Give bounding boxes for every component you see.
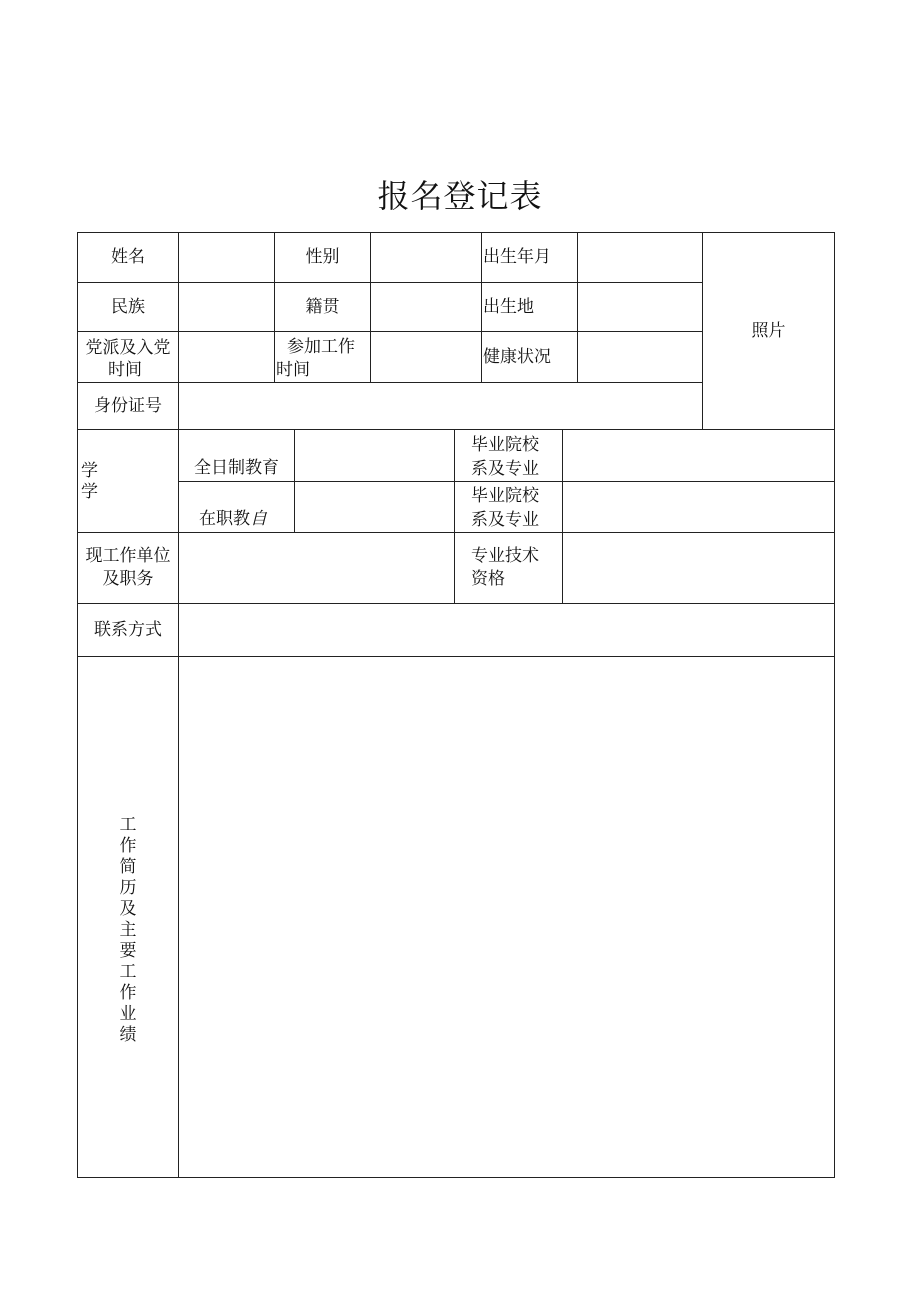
- label-name: 姓名: [111, 247, 145, 267]
- table-border-bottom: [77, 1177, 835, 1178]
- col-divider: [454, 429, 455, 532]
- resume-char: 主: [119, 920, 137, 940]
- label-party-line1: 党派及入党: [85, 338, 171, 358]
- form-title: 报名登记表: [377, 177, 543, 215]
- table-border-right: [834, 232, 835, 1178]
- label-school-major2-line2: 系及专业: [471, 510, 539, 530]
- resume-char: 作: [119, 836, 137, 856]
- label-school-major-line1: 毕业院校: [471, 435, 539, 455]
- label-id-number: 身份证号: [94, 396, 162, 416]
- resume-char: 作: [119, 983, 137, 1003]
- fulltime-edu-field[interactable]: [295, 430, 454, 481]
- label-health: 健康状况: [483, 347, 551, 367]
- id-number-field[interactable]: [179, 383, 702, 429]
- col-divider: [481, 232, 482, 382]
- label-title-qual-line2: 资格: [471, 569, 505, 589]
- label-employer-line2: 及职务: [102, 569, 154, 589]
- resume-char: 要: [119, 941, 137, 961]
- resume-char: 历: [119, 878, 137, 898]
- contact-field[interactable]: [179, 604, 834, 656]
- native-place-field[interactable]: [371, 283, 481, 331]
- inservice-school-field[interactable]: [563, 482, 834, 532]
- label-native-place: 籍贯: [305, 297, 340, 317]
- label-contact: 联系方式: [94, 620, 162, 640]
- resume-char: 工: [119, 962, 137, 982]
- resume-char: 业: [119, 1004, 137, 1024]
- col-divider: [454, 532, 455, 603]
- fulltime-school-field[interactable]: [563, 430, 834, 481]
- label-resume-vertical: [78, 815, 178, 1046]
- label-birth-date: 出生年月: [483, 247, 551, 267]
- label-title-qual-line1: 专业技术: [471, 546, 539, 566]
- party-field[interactable]: [179, 332, 274, 382]
- label-employer-line1: 现工作单位: [85, 546, 171, 566]
- label-school-major-line2: 系及专业: [471, 459, 539, 479]
- label-school-major2-line1: 毕业院校: [471, 486, 539, 506]
- label-party-line2: 时间: [108, 360, 142, 380]
- resume-char: 及: [119, 899, 137, 919]
- col-divider: [178, 429, 179, 532]
- employer-field[interactable]: [179, 533, 454, 603]
- health-field[interactable]: [578, 332, 702, 382]
- label-inservice-edu-italic: 自: [250, 509, 267, 529]
- label-photo: 照片: [751, 321, 786, 341]
- resume-char: 工: [119, 815, 137, 835]
- gender-field[interactable]: [371, 233, 481, 282]
- label-ethnicity: 民族: [111, 297, 145, 317]
- label-inservice-edu-text: 在职教: [199, 509, 250, 529]
- work-start-field[interactable]: [371, 332, 481, 382]
- label-work-start-line1: 参加工作: [287, 337, 355, 357]
- label-education-line2: 学: [81, 482, 98, 502]
- birth-date-field[interactable]: [578, 233, 702, 282]
- resume-char: 绩: [119, 1025, 137, 1045]
- resume-field[interactable]: [179, 657, 834, 1177]
- label-birthplace: 出生地: [483, 297, 534, 317]
- title-qual-field[interactable]: [563, 533, 834, 603]
- label-education-line1: 学: [81, 461, 98, 481]
- resume-char: 简: [119, 857, 137, 877]
- inservice-edu-field[interactable]: [295, 482, 454, 532]
- name-field[interactable]: [179, 233, 274, 282]
- ethnicity-field[interactable]: [179, 283, 274, 331]
- birthplace-field[interactable]: [578, 283, 702, 331]
- label-work-start-line2: 时间: [276, 360, 310, 380]
- label-fulltime-edu: 全日制教育: [194, 458, 279, 478]
- label-inservice-edu: [199, 508, 294, 531]
- label-gender: 性别: [305, 247, 340, 267]
